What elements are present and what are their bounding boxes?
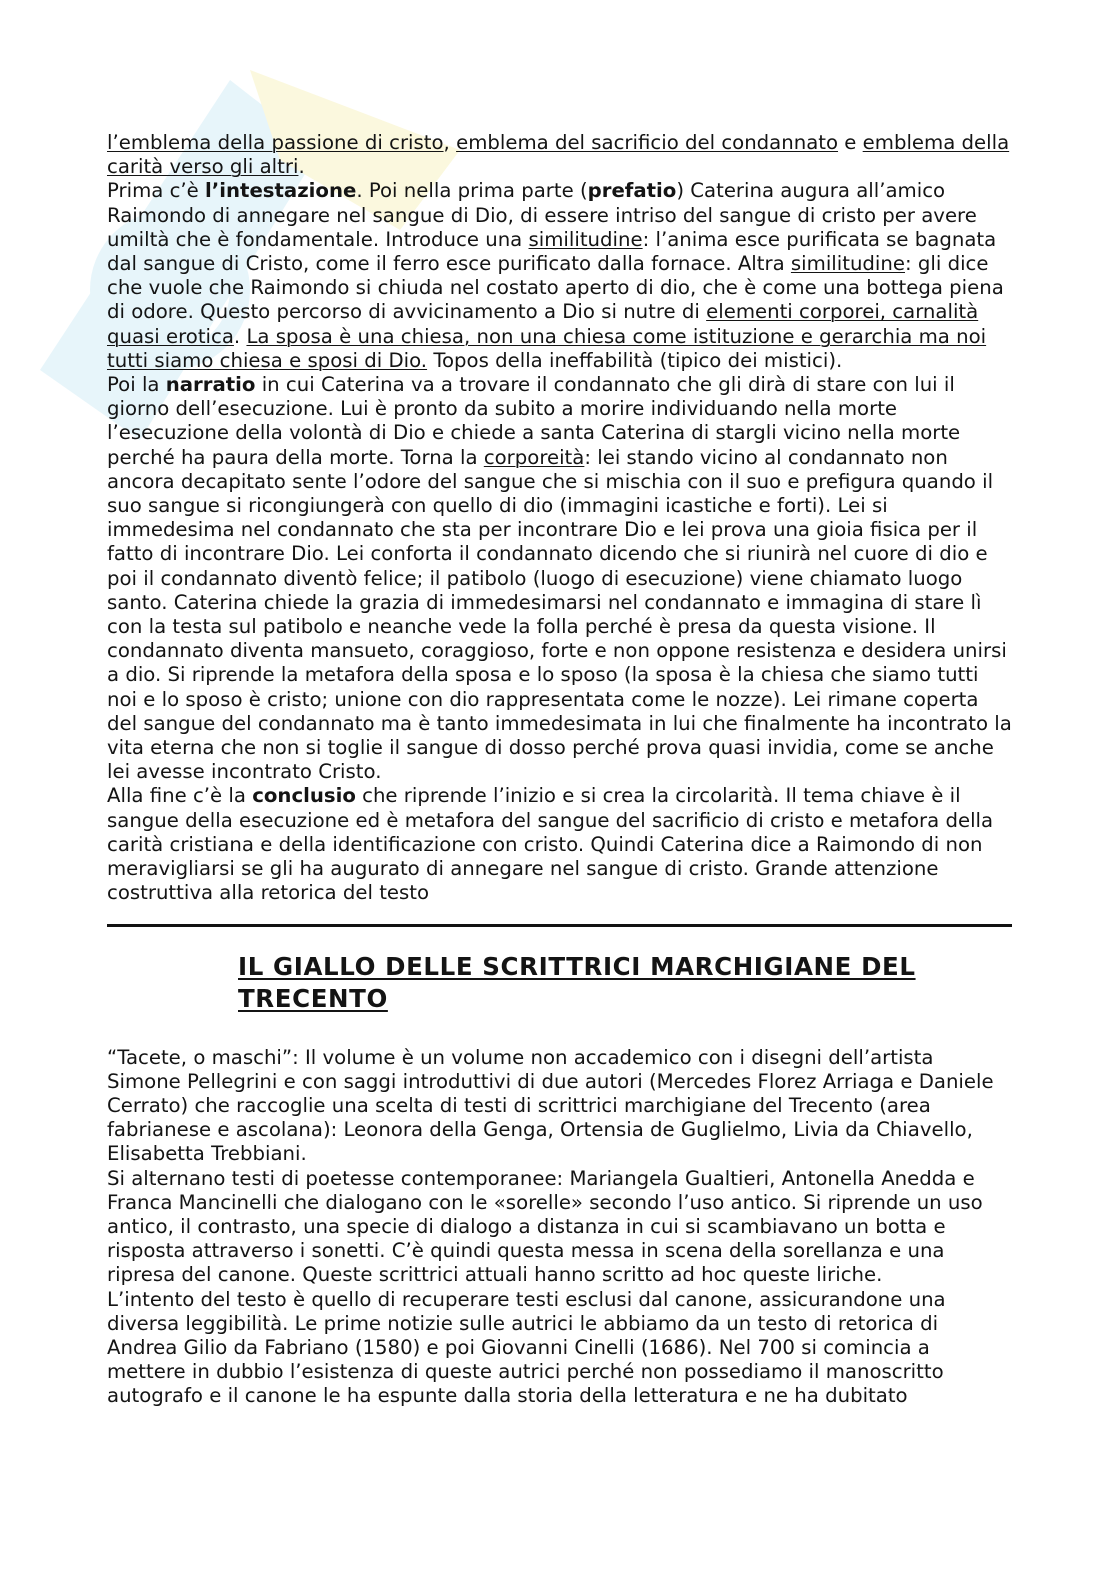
underlined-text: similitudine [528,227,643,251]
section-heading [238,951,1012,1015]
horizontal-rule [107,924,1012,927]
section-scrittrici [107,1046,1012,1409]
underlined-text: corporeità [483,445,585,469]
section-caterina [107,131,1012,906]
document-page [107,131,1012,1409]
bold-term: narratio [165,373,256,397]
paragraph: “Tacete, o maschi”: Il volume è un volume non accademico con i disegni dell’artista Simone Pellegrini e con saggi introduttivi di due autori (Mercedes Florez Arriaga e Daniele Cerrato) che raccoglie una scelta di testi di scrittrici marchigiane del Trecento (area fabrianese e ascolana): Leonora della Genga, Ortensia de Guglielmo, Livia da Chiavello, Elisabetta Trebbiani. [107,1045,994,1166]
paragraph: Si alternano testi di poetesse contemporanee: Mariangela Gualtieri, Antonella Anedda e Franca Mancinelli che dialogano con le «sorelle» secondo l’uso antico. Si riprende un uso antico, il contrasto, una specie di dialogo a distanza in cui si scambiavano un botta e risposta attraverso i sonetti. C’è quindi questa messa in scena della sorellanza e una ripresa del canone. Queste scrittrici attuali hanno scritto ad hoc queste liriche. [107,1166,983,1287]
bold-term: conclusio [252,784,356,808]
paragraph: Prima c’è l’intestazione. Poi nella prima parte (prefatio) Caterina augura all’amico Raimondo di annegare nel sangue di Dio, di essere intriso del sangue di cristo per avere umiltà che è fondamentale. Introduce una similitudine: l’anima esce purificata se bagnata dal sangue di Cristo, come il ferro esce purificato dalla fornace. Altra similitudine: gli dice che vuole che Raimondo si chiuda nel costato aperto di dio, che è come una bottega piena di odore. Questo percorso di avvicinamento a Dio si nutre di elementi corporei, carnalità quasi erotica. La sposa è una chiesa, non una chiesa come istituzione e gerarchia ma noi tutti siamo chiesa e sposi di Dio. Topos della ineffabilità (tipico dei mistici). [107,179,1004,372]
bold-term: l’intestazione [205,179,357,203]
paragraph: L’intento del testo è quello di recuperare testi esclusi dal canone, assicurandone una diversa leggibilità. Le prime notizie sulle autrici le abbiamo da un testo di retorica di Andrea Gilio da Fabriano (1580) e poi Giovanni Cinelli (1686). Nel 700 si comincia a mettere in dubbio l’esistenza di queste autrici perché non possediamo il manoscritto autografo e il canone le ha espunte dalla storia della letteratura e ne ha dubitato [107,1287,946,1408]
underlined-text: elementi corporei, carnalità quasi erotica [107,300,979,348]
underlined-text: l’emblema della passione di cristo [107,131,444,154]
underlined-text: emblema del sacrificio del condannato [456,131,839,154]
bold-term: prefatio [587,179,677,203]
paragraph: Alla fine c’è la conclusio che riprende l’inizio e si crea la circolarità. Il tema chiave è il sangue della esecuzione ed è metafora del sangue del sacrificio di cristo e metafora della carità cristiana e della identificazione con cristo. Quindi Caterina dice a Raimondo di non meravigliarsi se gli ha augurato di annegare nel sangue di cristo. Grande attenzione costruttiva alla retorica del testo [107,784,994,905]
heading-line: IL GIALLO DELLE SCRITTRICI MARCHIGIANE DEL [238,951,916,981]
underlined-text: emblema della carità verso gli altri [107,131,1010,179]
underlined-text: La sposa è una chiesa, non una chiesa come istituzione e gerarchia ma noi tutti siamo chiesa e sposi di Dio. [107,324,987,372]
heading-line: TRECENTO [238,983,388,1013]
paragraph: Poi la narratio in cui Caterina va a trovare il condannato che gli dirà di stare con lui il giorno dell’esecuzione. Lui è pronto da subito a morire individuando nella morte l’esecuzione della volontà di Dio e chiede a santa Caterina di stargli vicino nella morte perché ha paura della morte. Torna la corporeità: lei stando vicino al condannato non ancora decapitato sente l’odore del sangue che si mischia con il suo e prefigura quando il suo sangue si ricongiungerà con quello di dio (immagini icastiche e forti). Lei si immedesima nel condannato che sta per incontrare Dio e lei prova una gioia fisica per il fatto di incontrare Dio. Lei conforta il condannato dicendo che si riunirà nel cuore di dio e poi il condannato diventò felice; il patibolo (luogo di esecuzione) viene chiamato luogo santo. Caterina chiede la grazia di immedesimarsi nel condannato e immagina di stare lì con la testa sul patibolo e neanche vede la folla perché è presa da questa visione. Il condannato diventa mansueto, coraggioso, forte e non oppone resistenza e desidera unirsi a dio. Si riprende la metafora della sposa e lo sposo (la sposa è la chiesa che siamo tutti noi e lo sposo è cristo; unione con dio rappresentata come le nozze). Lei rimane coperta del sangue del condannato ma è tanto immedesimata in lui che finalmente ha incontrato la vita eterna che non si toglie il sangue di dosso perché prova quasi invidia, come se anche lei avesse incontrato Cristo. [107,373,1012,784]
underlined-text: similitudine [790,252,905,276]
paragraph: l’emblema della passione di cristo, emblema del sacrificio del condannato e emblema della carità verso gli altri. [107,131,1010,179]
